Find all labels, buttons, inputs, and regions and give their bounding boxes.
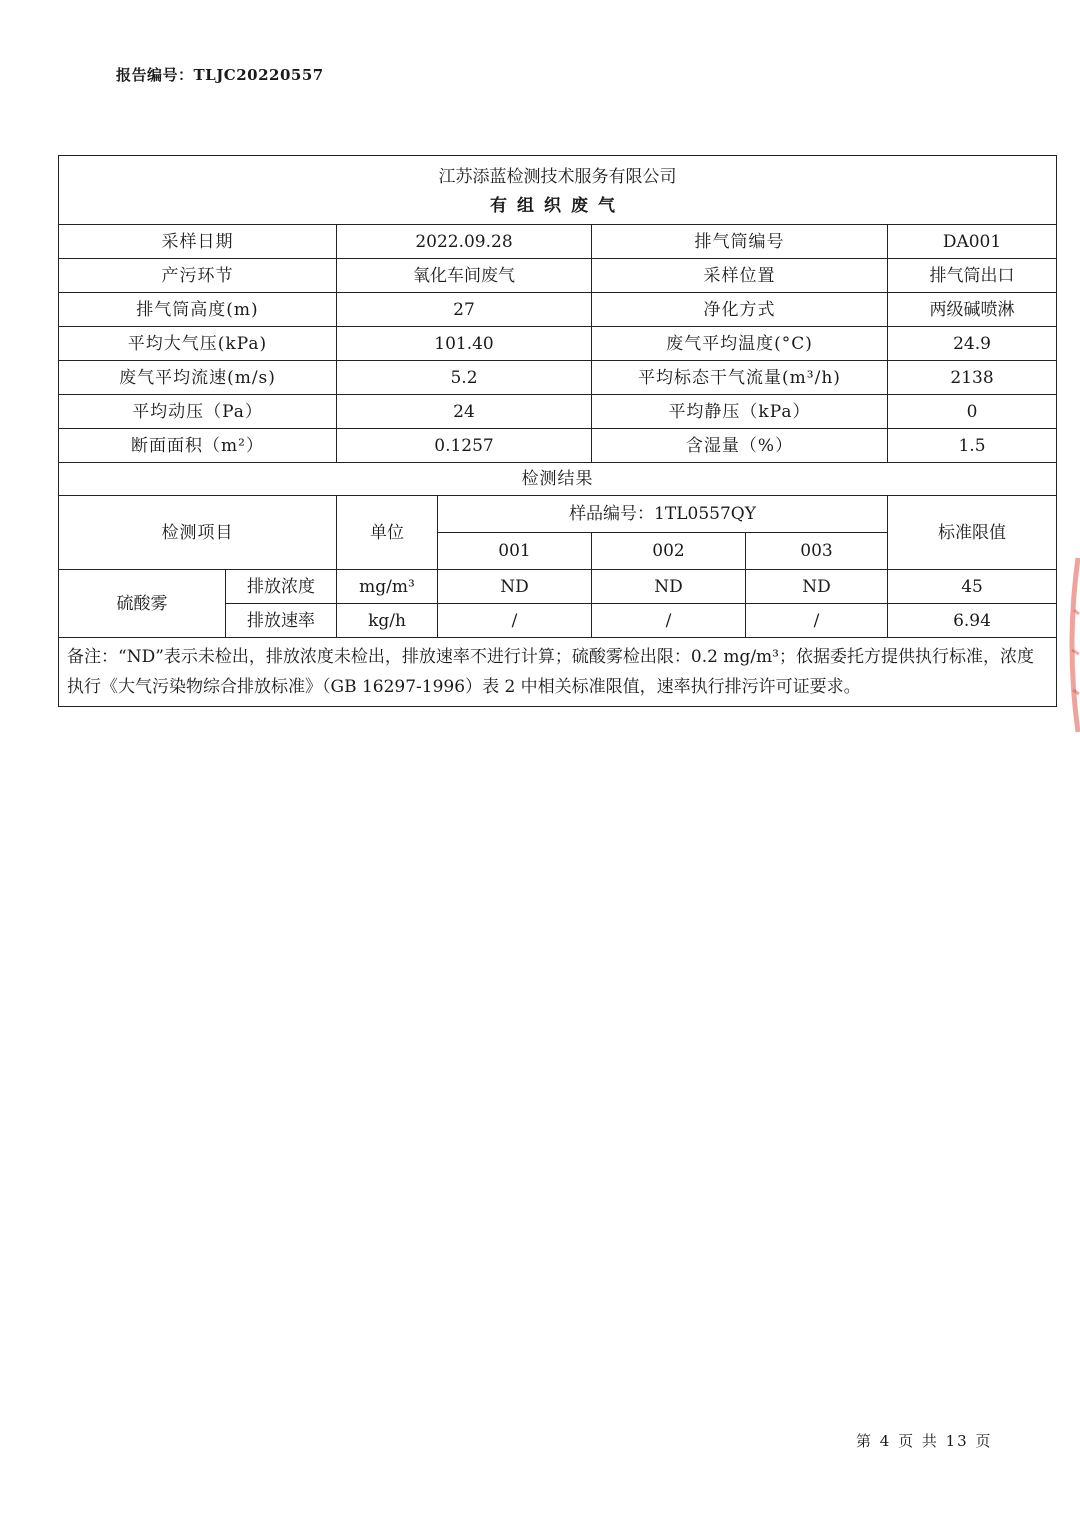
info-label: 净化方式 <box>592 293 888 327</box>
info-value: 氧化车间废气 <box>337 259 592 293</box>
sample-id: 002 <box>592 533 746 570</box>
info-label: 含湿量（%） <box>592 429 888 463</box>
remarks-note: 备注：“ND”表示未检出，排放浓度未检出，排放速率不进行计算；硫酸雾检出限：0.2 mg/m³；依据委托方提供执行标准，浓度执行《大气污染物综合排放标准》（GB 16297-1996）表 2 中相关标准限值，速率执行排污许可证要求。 <box>59 638 1057 707</box>
report-number: 报告编号：TLJC20220557 <box>116 66 324 84</box>
info-value: 101.40 <box>337 327 592 361</box>
pollutant-name: 硫酸雾 <box>59 570 226 638</box>
info-value: 0.1257 <box>337 429 592 463</box>
metric-name: 排放速率 <box>226 604 337 638</box>
info-row <box>59 361 1057 395</box>
info-label: 废气平均温度(°C) <box>592 327 888 361</box>
info-row <box>59 293 1057 327</box>
result-value: / <box>438 604 592 638</box>
info-row <box>59 429 1057 463</box>
sample-id: 001 <box>438 533 592 570</box>
info-value: 24 <box>337 395 592 429</box>
col-header-unit: 单位 <box>337 496 438 570</box>
info-row <box>59 225 1057 259</box>
info-label: 平均大气压(kPa) <box>59 327 337 361</box>
info-label: 平均动压（Pa） <box>59 395 337 429</box>
company-name: 江苏添蓝检测技术服务有限公司 <box>59 156 1057 193</box>
table-subtitle: 有组织废气 <box>59 192 1057 225</box>
info-value: 24.9 <box>888 327 1057 361</box>
info-label: 采样位置 <box>592 259 888 293</box>
page-number: 第 4 页 共 13 页 <box>856 1432 993 1450</box>
info-value: 27 <box>337 293 592 327</box>
info-value: 2022.09.28 <box>337 225 592 259</box>
info-value: 排气筒出口 <box>888 259 1057 293</box>
info-value: DA001 <box>888 225 1057 259</box>
emission-test-table <box>58 155 1057 707</box>
info-label: 排气筒高度(m) <box>59 293 337 327</box>
result-value: ND <box>438 570 592 604</box>
result-value: ND <box>746 570 888 604</box>
info-value: 2138 <box>888 361 1057 395</box>
info-label: 产污环节 <box>59 259 337 293</box>
col-header-limit: 标准限值 <box>888 496 1057 570</box>
col-header-sample-no: 样品编号：1TL0557QY <box>438 496 888 533</box>
sample-id: 003 <box>746 533 888 570</box>
results-title: 检测结果 <box>59 463 1057 496</box>
seal-stamp-edge <box>1060 550 1080 740</box>
info-label: 采样日期 <box>59 225 337 259</box>
info-value: 0 <box>888 395 1057 429</box>
limit-value: 6.94 <box>888 604 1057 638</box>
metric-name: 排放浓度 <box>226 570 337 604</box>
col-header-item: 检测项目 <box>59 496 337 570</box>
info-label: 排气筒编号 <box>592 225 888 259</box>
info-value: 两级碱喷淋 <box>888 293 1057 327</box>
info-label: 平均静压（kPa） <box>592 395 888 429</box>
unit-cell: kg/h <box>337 604 438 638</box>
info-value: 5.2 <box>337 361 592 395</box>
info-label: 废气平均流速(m/s) <box>59 361 337 395</box>
info-row <box>59 259 1057 293</box>
result-value: / <box>746 604 888 638</box>
limit-value: 45 <box>888 570 1057 604</box>
info-row <box>59 327 1057 361</box>
result-value: / <box>592 604 746 638</box>
result-value: ND <box>592 570 746 604</box>
result-row <box>59 570 1057 604</box>
unit-cell: mg/m³ <box>337 570 438 604</box>
info-label: 平均标态干气流量(m³/h) <box>592 361 888 395</box>
info-row <box>59 395 1057 429</box>
info-label: 断面面积（m²） <box>59 429 337 463</box>
info-value: 1.5 <box>888 429 1057 463</box>
